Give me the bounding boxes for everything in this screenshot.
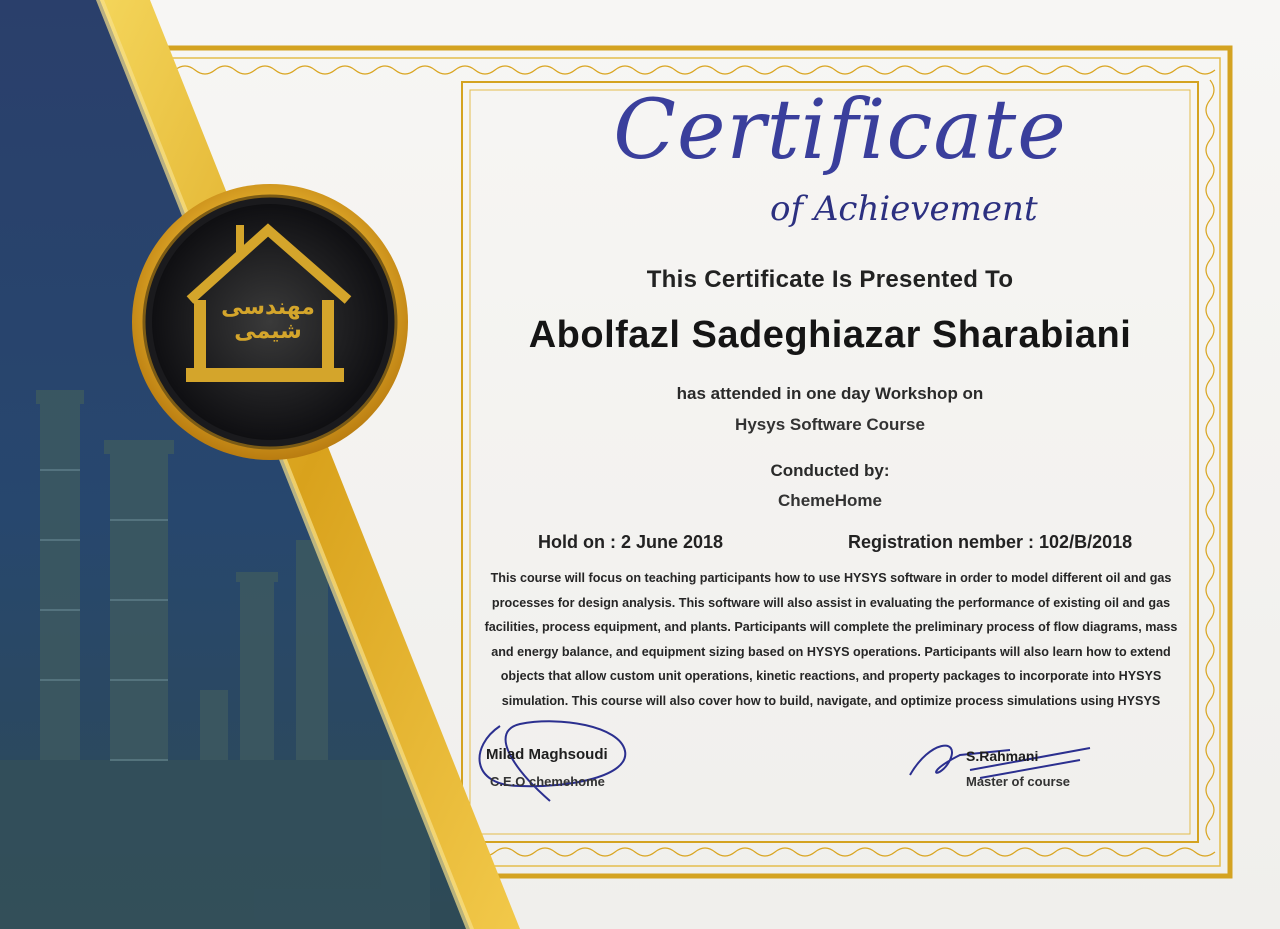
presented-to-label: This Certificate Is Presented To xyxy=(646,266,1014,293)
attended-text: has attended in one day Workshop on xyxy=(676,384,984,403)
certificate-title: Certificate xyxy=(613,83,1067,178)
conducted-by-label: Conducted by: xyxy=(770,461,890,480)
conducted-by-value: ChemeHome xyxy=(778,491,882,510)
seal-logo-line1: مهندسی xyxy=(221,295,315,320)
hold-on-date: Hold on : 2 June 2018 xyxy=(538,532,724,552)
signature-right-name: S.Rahmani xyxy=(966,748,1039,764)
seal-logo-text xyxy=(208,296,328,344)
certificate-subtitle: of Achievement xyxy=(770,189,1038,229)
seal-logo-line2: شیمی xyxy=(234,319,302,344)
course-description: This course will focus on teaching participants how to use HYSYS software in order to model different oil and gas processes for design analysis. This software will also assist in evaluating the performance of existing oil and gas facilities, process equipment, and plants. Participants will complete the preliminary process of flow diagrams, mass and energy balance, and equipment sizing based on HYSYS operations. Participants will also learn how to extend objects that allow custom unit operations, kinetic reactions, and property packages to incorporate into HYSYS simulation. This course will also cover how to build, navigate, and optimize process simulations using HYSYS xyxy=(484,571,1178,708)
signature-left-role: C.E.O chemehome xyxy=(490,774,605,789)
registration-number: Registration nember : 102/B/2018 xyxy=(848,532,1133,552)
course-name: Hysys Software Course xyxy=(735,415,925,434)
signature-right-role: Master of course xyxy=(966,774,1071,789)
recipient-name: Abolfazl Sadeghiazar Sharabiani xyxy=(528,314,1132,356)
signature-left-name: Milad Maghsoudi xyxy=(486,746,608,763)
